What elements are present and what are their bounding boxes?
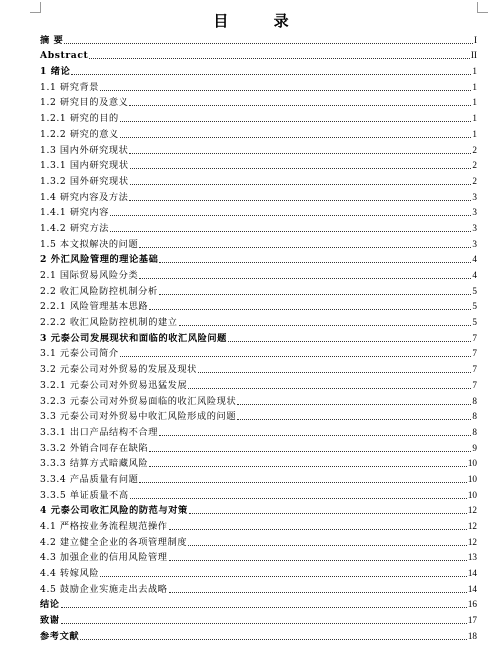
toc-entry-label: 3.2.1 元泰公司对外贸易迅猛发展 xyxy=(40,379,188,391)
toc-entry-label: 1.4.1 研究内容 xyxy=(40,207,110,219)
toc-entry[interactable] xyxy=(40,312,477,328)
toc-entry[interactable] xyxy=(40,610,477,626)
toc-entry[interactable] xyxy=(40,563,477,579)
toc-entry-page-number: 7 xyxy=(472,332,477,343)
toc-leader-dots xyxy=(110,231,471,232)
toc-entry-page-number: 14 xyxy=(467,568,477,579)
toc-leader-dots xyxy=(188,388,471,389)
toc-leader-dots xyxy=(228,341,471,342)
toc-leader-dots xyxy=(149,451,471,452)
toc-entry-label: 1.2.2 研究的意义 xyxy=(40,128,119,140)
toc-entry-label: 2.1 国际贸易风险分类 xyxy=(40,270,139,281)
toc-entry[interactable] xyxy=(40,30,477,46)
toc-entry-page-number: 3 xyxy=(472,222,477,233)
toc-entry-page-number: 18 xyxy=(467,630,477,641)
toc-leader-dots xyxy=(139,247,471,248)
toc-leader-dots xyxy=(149,466,467,467)
toc-entry-page-number: 12 xyxy=(467,505,477,516)
toc-entry-page-number: 1 xyxy=(472,97,477,108)
toc-entry-label: 2.2 收汇风险防控机制分析 xyxy=(40,285,158,297)
toc-leader-dots xyxy=(169,560,467,561)
toc-leader-dots xyxy=(129,105,471,106)
toc-leader-dots xyxy=(120,356,472,357)
toc-entry-label: 1.3.1 国内研究现状 xyxy=(40,160,129,172)
toc-entry[interactable] xyxy=(40,265,477,281)
toc-leader-dots xyxy=(198,372,471,373)
toc-entry[interactable] xyxy=(40,516,477,532)
toc-entry-label: 4.5 鼓励企业实施走出去战略 xyxy=(40,583,168,595)
toc-entry[interactable] xyxy=(40,140,477,156)
toc-entry-page-number: 8 xyxy=(472,411,477,422)
toc-entry-page-number: 16 xyxy=(467,599,477,610)
toc-entry[interactable] xyxy=(40,297,477,313)
toc-entry-page-number: 10 xyxy=(467,473,477,484)
toc-leader-dots xyxy=(179,325,472,326)
toc-entry[interactable] xyxy=(40,61,477,77)
toc-entry-label: 致谢 xyxy=(40,615,60,627)
toc-leader-dots xyxy=(130,168,472,169)
toc-entry-page-number: 10 xyxy=(467,458,477,469)
toc-entry-label: 1.4 研究内容及方法 xyxy=(40,191,129,203)
toc-entry-page-number: 13 xyxy=(467,552,477,563)
toc-entry[interactable] xyxy=(40,156,477,172)
toc-entry[interactable] xyxy=(40,391,477,407)
toc-entry[interactable] xyxy=(40,454,477,470)
toc-entry[interactable] xyxy=(40,438,477,454)
toc-leader-dots xyxy=(100,576,467,577)
toc-entry[interactable] xyxy=(40,359,477,375)
toc-entry-page-number: 2 xyxy=(472,160,477,171)
toc-entry-page-number: 2 xyxy=(472,175,477,186)
toc-leader-dots xyxy=(120,121,472,122)
toc-entry-label: 3 元泰公司发展现状和面临的收汇风险问题 xyxy=(40,332,227,344)
toc-leader-dots xyxy=(159,294,472,295)
toc-leader-dots xyxy=(237,404,471,405)
toc-entry-label: 结论 xyxy=(40,599,60,611)
toc-entry-page-number: 1 xyxy=(472,113,477,124)
toc-entry[interactable] xyxy=(40,407,477,423)
toc-leader-dots xyxy=(159,262,471,263)
toc-leader-dots xyxy=(237,419,471,420)
toc-entry-page-number: 4 xyxy=(472,254,477,265)
toc-entry[interactable] xyxy=(40,485,477,501)
toc-entry-label: 2.2.2 收汇风险防控机制的建立 xyxy=(40,317,178,329)
toc-leader-dots xyxy=(139,278,471,279)
toc-entry-label: 3.3 元泰公司对外贸易中收汇风险形成的问题 xyxy=(40,411,237,423)
toc-entry-page-number: 12 xyxy=(467,536,477,547)
toc-leader-dots xyxy=(149,309,471,310)
toc-leader-dots xyxy=(188,545,467,546)
toc-leader-dots xyxy=(110,215,471,216)
toc-entry-page-number: 5 xyxy=(472,285,477,296)
toc-entry-label: 4.4 转嫁风险 xyxy=(40,568,100,580)
toc-entry-label: 2.2.1 风险管理基本思路 xyxy=(40,301,149,313)
toc-entry[interactable] xyxy=(40,171,477,187)
toc-entry[interactable] xyxy=(40,218,477,234)
toc-entry-page-number: 8 xyxy=(472,426,477,437)
toc-entry-label: 4.1 严格按业务流程规范操作 xyxy=(40,521,168,532)
toc-entry-label: 3.2 元泰公司对外贸易的发展及现状 xyxy=(40,364,197,376)
toc-entry[interactable] xyxy=(40,46,477,62)
toc-leader-dots xyxy=(61,623,467,624)
toc-entry[interactable] xyxy=(40,77,477,93)
toc-entry[interactable] xyxy=(40,579,477,595)
toc-entry[interactable] xyxy=(40,422,477,438)
toc-entry-page-number: 10 xyxy=(467,489,477,500)
toc-leader-dots xyxy=(169,529,467,530)
toc-entry-page-number: 14 xyxy=(467,583,477,594)
toc-leader-dots xyxy=(130,184,472,185)
toc-entry[interactable] xyxy=(40,469,477,485)
toc-entry[interactable] xyxy=(40,328,477,344)
toc-entry-page-number: 4 xyxy=(472,270,477,280)
toc-entry[interactable] xyxy=(40,501,477,517)
toc-entry-label: 3.3.5 单证质量不高 xyxy=(40,489,129,501)
toc-leader-dots xyxy=(129,200,471,201)
toc-leader-dots xyxy=(189,513,467,514)
toc-entry[interactable] xyxy=(40,187,477,203)
toc-entry[interactable] xyxy=(40,344,477,360)
toc-entry[interactable] xyxy=(40,532,477,548)
toc-entry-page-number: 7 xyxy=(472,348,477,359)
toc-entry-page-number: 9 xyxy=(472,442,477,453)
toc-leader-dots xyxy=(100,90,471,91)
toc-entry-page-number: 8 xyxy=(472,395,477,406)
toc-entry-page-number: II xyxy=(470,50,477,61)
toc-entry-label: 摘 要 xyxy=(40,34,64,46)
toc-leader-dots xyxy=(80,639,467,640)
toc-entry-label: 4.2 建立健全企业的各项管理制度 xyxy=(40,536,188,548)
toc-title: 目 录 xyxy=(213,12,309,30)
toc-entry-label: 1.3.2 国外研究现状 xyxy=(40,175,129,187)
toc-leader-dots xyxy=(89,58,469,59)
table-of-contents xyxy=(40,30,477,642)
toc-entry-label: 1 绪论 xyxy=(40,66,71,78)
toc-entry-page-number: 2 xyxy=(472,144,477,155)
toc-entry-page-number: 7 xyxy=(472,379,477,390)
toc-leader-dots xyxy=(169,592,467,593)
toc-entry-page-number: 1 xyxy=(472,81,477,92)
toc-entry[interactable] xyxy=(40,203,477,219)
toc-entry-page-number: 12 xyxy=(467,521,477,531)
toc-entry[interactable] xyxy=(40,548,477,564)
toc-leader-dots xyxy=(129,153,471,154)
toc-entry-page-number: I xyxy=(473,34,477,45)
toc-entry-label: Abstract xyxy=(40,50,89,62)
toc-entry-label: 3.3.2 外销合同存在缺陷 xyxy=(40,442,149,454)
toc-entry[interactable] xyxy=(40,375,477,391)
toc-entry[interactable] xyxy=(40,124,477,140)
toc-entry-label: 4.3 加强企业的信用风险管理 xyxy=(40,552,168,564)
toc-entry-label: 1.1 研究背景 xyxy=(40,81,100,93)
toc-entry-label: 3.3.3 结算方式暗藏风险 xyxy=(40,458,149,470)
toc-entry-label: 3.2.3 元泰公司对外贸易面临的收汇风险现状 xyxy=(40,395,237,407)
toc-entry-page-number: 5 xyxy=(472,301,477,312)
toc-entry-page-number: 3 xyxy=(472,238,477,249)
toc-leader-dots xyxy=(64,43,473,44)
toc-entry-label: 1.5 本文拟解决的问题 xyxy=(40,238,139,250)
toc-entry-label: 4 元泰公司收汇风险的防范与对策 xyxy=(40,505,188,517)
toc-entry-page-number: 1 xyxy=(472,66,477,77)
toc-entry-label: 3.3.4 产品质量有问题 xyxy=(40,473,139,485)
toc-leader-dots xyxy=(159,435,471,436)
toc-entry-label: 参考文献 xyxy=(40,630,80,642)
toc-entry-page-number: 7 xyxy=(472,364,477,375)
toc-entry-page-number: 5 xyxy=(472,317,477,328)
toc-entry[interactable] xyxy=(40,108,477,124)
toc-entry[interactable] xyxy=(40,626,477,642)
toc-entry-label: 3.3.1 出口产品结构不合理 xyxy=(40,426,158,438)
toc-leader-dots xyxy=(120,137,472,138)
toc-entry-label: 1.4.2 研究方法 xyxy=(40,222,110,234)
toc-entry-label: 1.3 国内外研究现状 xyxy=(40,144,129,156)
toc-entry[interactable] xyxy=(40,250,477,266)
toc-entry-page-number: 1 xyxy=(472,128,477,139)
toc-entry[interactable] xyxy=(40,234,477,250)
toc-leader-dots xyxy=(130,498,467,499)
toc-entry[interactable] xyxy=(40,595,477,611)
toc-leader-dots xyxy=(139,482,466,483)
toc-leader-dots xyxy=(71,74,471,75)
toc-entry-page-number: 17 xyxy=(467,615,477,626)
toc-entry-label: 1.2 研究目的及意义 xyxy=(40,97,129,109)
toc-leader-dots xyxy=(61,607,467,608)
toc-entry-label: 2 外汇风险管理的理论基础 xyxy=(40,254,159,266)
toc-entry-page-number: 3 xyxy=(472,207,477,218)
toc-entry-page-number: 3 xyxy=(472,191,477,202)
toc-entry-label: 3.1 元泰公司简介 xyxy=(40,348,119,360)
toc-entry[interactable] xyxy=(40,281,477,297)
toc-entry-label: 1.2.1 研究的目的 xyxy=(40,113,119,125)
toc-entry[interactable] xyxy=(40,93,477,109)
